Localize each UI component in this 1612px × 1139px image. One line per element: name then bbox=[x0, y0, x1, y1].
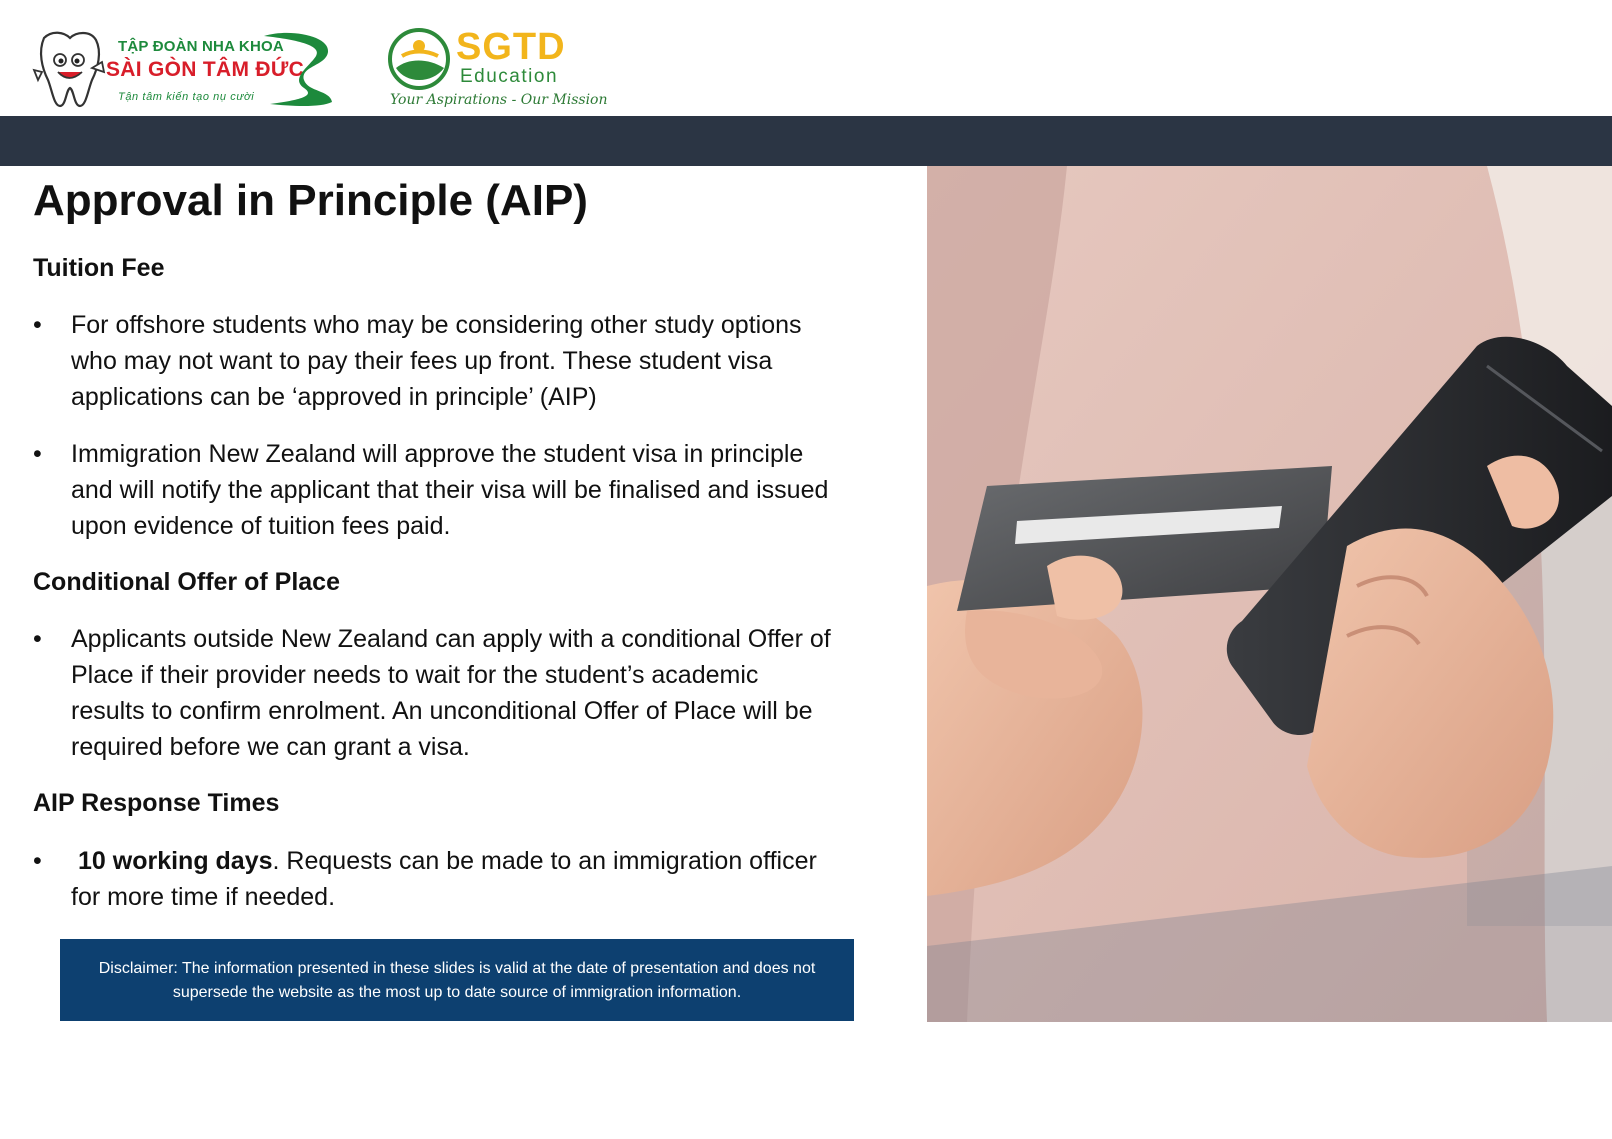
bullet-item bbox=[33, 307, 833, 415]
logo-left-line1: TẬP ĐOÀN NHA KHOA bbox=[118, 38, 284, 55]
bullet-rest-text: . Requests can be made to an immigration officer for more time if needed. bbox=[71, 847, 817, 911]
bullet-icon: • bbox=[33, 847, 42, 875]
bullet-bold-text: 10 working days bbox=[78, 847, 273, 875]
header-band bbox=[0, 116, 1612, 166]
bullet-text bbox=[71, 843, 833, 915]
bullet-text: For offshore students who may be considering other study options who may not want to pay their fees up front. These student visa applications can be ‘approved in principle’ (AIP) bbox=[71, 311, 802, 411]
bullet-icon: • bbox=[33, 440, 42, 468]
logo-sgtd-education bbox=[388, 26, 608, 112]
bullet-item bbox=[33, 621, 833, 765]
bullet-item bbox=[33, 843, 833, 915]
bullet-icon: • bbox=[33, 311, 42, 339]
tooth-mascot-icon bbox=[32, 28, 108, 110]
bullet-icon: • bbox=[33, 625, 42, 653]
section-heading-aip-response-times: AIP Response Times bbox=[33, 789, 280, 817]
sgtd-emblem-icon bbox=[388, 28, 450, 90]
logo-left-tagline: Tận tâm kiến tạo nụ cười bbox=[118, 91, 255, 103]
logo-right-subtitle: Education bbox=[460, 66, 559, 87]
section-heading-tuition-fee: Tuition Fee bbox=[33, 254, 165, 282]
green-swoosh-icon bbox=[260, 26, 340, 108]
bullet-text: Applicants outside New Zealand can apply with a conditional Offer of Place if their provider needs to wait for the student’s academic results to confirm enrolment. An unconditional Offer of Place will be required before we can grant a visa. bbox=[71, 625, 831, 761]
bullet-text: Immigration New Zealand will approve the student visa in principle and will notify the applicant that their visa will be finalised and issued upon evidence of tuition fees paid. bbox=[71, 440, 829, 540]
logo-right-tagline: Your Aspirations - Our Mission bbox=[390, 92, 608, 108]
photo-illustration bbox=[927, 166, 1612, 1022]
photo-hands-phone-credit-card bbox=[927, 166, 1612, 1022]
section-heading-conditional-offer: Conditional Offer of Place bbox=[33, 568, 340, 596]
logo-left-name: SÀI GÒN TÂM ĐỨC bbox=[106, 58, 305, 81]
logo-sai-gon-tam-duc bbox=[32, 26, 352, 112]
bullet-item bbox=[33, 436, 833, 544]
slide-title: Approval in Principle (AIP) bbox=[33, 176, 588, 225]
disclaimer-box: Disclaimer: The information presented in these slides is valid at the date of presentation and does not supersede the website as the most up to date source of immigration information. bbox=[60, 939, 854, 1021]
logo-right-title: SGTD bbox=[456, 26, 566, 68]
